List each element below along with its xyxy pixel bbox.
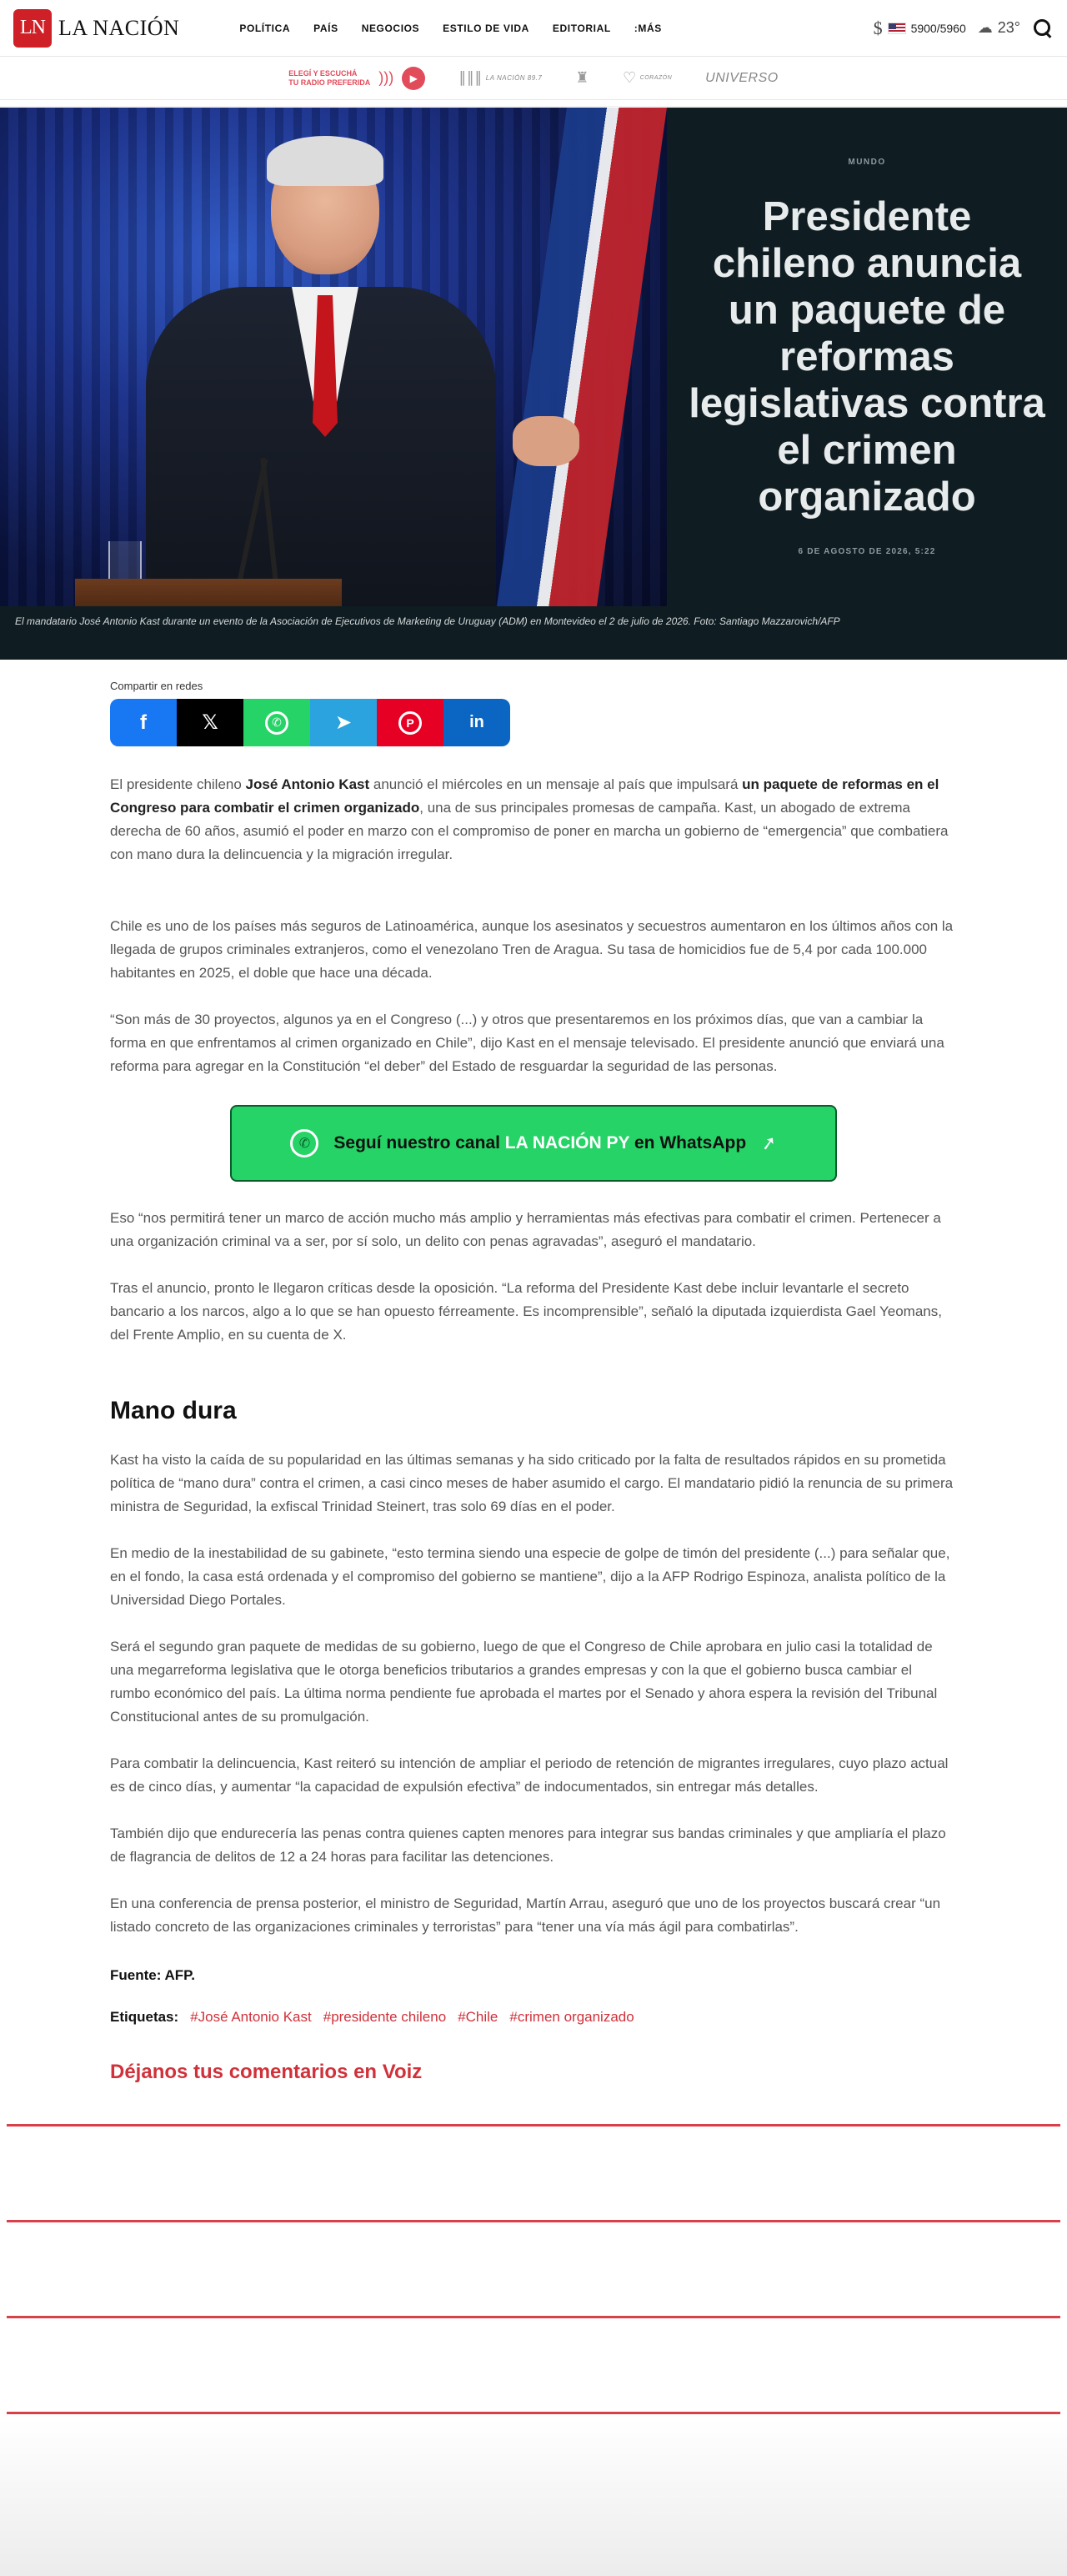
search-icon[interactable] [1032, 18, 1054, 39]
temperature: 23° [997, 19, 1020, 36]
radio-promo[interactable] [288, 67, 425, 90]
nav-negocios[interactable]: NEGOCIOS [361, 22, 420, 34]
divider [7, 2316, 1060, 2318]
nav-editorial[interactable]: EDITORIAL [552, 22, 611, 34]
station-universo[interactable] [705, 71, 779, 86]
heart-icon: ♡ [623, 69, 637, 86]
station-logo-icon: ♜ [575, 69, 590, 86]
nav-estilo-de-vida[interactable]: ESTILO DE VIDA [443, 22, 529, 34]
president-figure [146, 141, 496, 606]
x-icon: 𝕏 [202, 711, 218, 734]
article-paragraph: Eso “nos permitirá tener un marco de acción mucho más amplio y herramientas más efectivas para combatir el crimen. Pertenecer a una organización criminal va a ser, por sí solo, un delito con penas agravadas”, aseguró el mandatario. [110, 1210, 941, 1249]
tags-label: Etiquetas: [110, 2009, 179, 2025]
station-label: UNIVERSO [705, 70, 779, 85]
article-paragraph: “Son más de 30 proyectos, algunos ya en el Congreso (...) y otros que presentaremos en los próximos días, que van a cambiar la forma en que enfrentamos al crimen organizado en Chile”, dijo Kast en el mensaje televisado. El presidente anunció que enviará una reforma para agregar en la Constitución “el deber” del Estado de resguardar la seguridad de las personas. [110, 1012, 944, 1074]
usa-flag-icon [888, 23, 906, 34]
cursor-icon: ➚ [759, 1131, 779, 1155]
section-tag[interactable]: MUNDO [848, 158, 886, 167]
header-tools [874, 18, 1054, 39]
whatsapp-cta-text [333, 1133, 746, 1153]
article-paragraph: Tras el anuncio, pronto le llegaron críticas desde la oposición. “La reforma del Presidente Kast debe incluir levantarle el secreto bancario a los narcos, algo a lo que se han opuesto férreamente. Es incomprensible”, señaló la diputada izquierdista Gael Yeomans, del Frente Amplio, en su cuenta de X. [110, 1280, 942, 1343]
station-label: LA NACIÓN 89.7 [485, 74, 543, 82]
article-paragraph: Chile es uno de los países más seguros de Latinoamérica, aunque los asesinatos y secuestros aumentaron en los últimos años con la llegada de grupos criminales extranjeros, como el venezolano Tren de Aragua. Su tasa de homicidios fue de 5,4 por cada 100.000 habitantes en 2025, el doble que hace una década. [110, 918, 954, 981]
weather-widget[interactable] [978, 19, 1020, 37]
text: en WhatsApp [629, 1133, 747, 1152]
station-label: CORAZÓN [639, 75, 673, 81]
article-body [110, 680, 1065, 2084]
radio-promo-line2: TU RADIO PREFERIDA [288, 78, 371, 87]
top-header [0, 0, 1067, 57]
tag-link[interactable]: #José Antonio Kast [190, 2009, 312, 2025]
article-paragraph: Para combatir la delincuencia, Kast reiteró su intención de ampliar el periodo de retención de migrantes irregulares, cuyo plazo actual es de cinco días, y aumentar “la capacidad de expulsión efectiva” de indocumentados, sin entregar más detalles. [110, 1755, 949, 1795]
tags-row [110, 2009, 1065, 2026]
text-bold: un paquete de reformas en el Congreso para combatir el crimen organizado [110, 776, 939, 816]
whatsapp-share-button[interactable] [243, 699, 310, 746]
hero-text-panel [667, 108, 1067, 606]
tag-link[interactable]: #Chile [458, 2009, 498, 2025]
telegram-share-button[interactable] [310, 699, 377, 746]
pinterest-share-button[interactable] [377, 699, 443, 746]
facebook-icon: f [140, 711, 147, 734]
station-corazon[interactable] [623, 69, 672, 87]
divider [7, 2412, 1060, 2414]
text: Seguí nuestro canal [333, 1133, 505, 1152]
station-commercial[interactable] [575, 69, 589, 87]
linkedin-icon: in [469, 713, 484, 731]
text-bold: José Antonio Kast [245, 776, 370, 792]
x-share-button[interactable] [177, 699, 243, 746]
hero [0, 108, 1067, 606]
site-logo[interactable] [13, 9, 179, 48]
sound-waves-icon: ))) [378, 69, 394, 86]
divider [0, 100, 1067, 107]
station-la-nacion[interactable] [458, 69, 542, 87]
footer-fade [0, 2418, 1067, 2576]
share-buttons [110, 699, 510, 746]
currency-widget[interactable] [874, 18, 966, 39]
cloud-icon: ☁ [977, 19, 993, 36]
share-label: Compartir en redes [110, 680, 203, 692]
whatsapp-channel-button[interactable] [230, 1105, 837, 1182]
hair [267, 136, 383, 186]
pinterest-icon: P [398, 711, 422, 735]
telegram-icon: ➤ [334, 711, 353, 734]
article-paragraph [110, 773, 955, 866]
divider [7, 2220, 1060, 2222]
article-paragraph: También dijo que endurecería las penas contra quienes capten menores para integrar sus bandas criminales y que ampliaría el plazo de flagrancia de delitos de 12 a 24 horas para facilitar las detenciones. [110, 1825, 946, 1865]
dollar-icon: $ [873, 17, 883, 38]
soundbar-icon: ∥∥∥ [458, 69, 483, 86]
text: , una de sus principales promesas de campaña. Kast, un abogado de extrema derecha de 60 años, asumió el poder en marzo con el compromiso de poner en marcha un gobierno de “emergencia” que combatiera con mano dura la delincuencia y la migración irregular. [110, 800, 949, 862]
article-paragraph: En medio de la inestabilidad de su gabinete, “esto termina siendo una especie de golpe de timón del presidente (...) para señalar que, en el fondo, la casa está ordenada y el compromiso del gobierno se mantiene”, dijo a la AFP Rodrigo Espinoza, analista político de la Universidad Diego Portales. [110, 1545, 950, 1608]
divider [7, 2124, 1060, 2127]
play-icon[interactable]: ▶ [402, 67, 425, 90]
hero-photo [0, 108, 667, 606]
article-paragraph: Kast ha visto la caída de su popularidad en las últimas semanas y ha sido criticado por la falta de resultados rápidos en su prometida política de “mano dura” contra el crimen, a casi cinco meses de haber asumido el cargo. El mandatario pidió la renuncia de su primera ministra de Seguridad, la exfiscal Trinidad Steinert, tras solo 69 días en el poder. [110, 1452, 954, 1514]
article-paragraph: Será el segundo gran paquete de medidas de su gobierno, luego de que el Congreso de Chile aprobara en julio casi la totalidad de una megarreforma legislativa que le otorga beneficios tributarios a grandes empresas y con la que el gobierno busca cambiar el rumbo económico del país. La última norma pendiente fue aprobada el martes por el Senado y ahora espera la revisión del Tribunal Constitucional antes de su promulgación. [110, 1639, 938, 1725]
hand [513, 416, 579, 466]
text-brand: LA NACIÓN PY [504, 1133, 630, 1152]
water-glass [108, 541, 142, 583]
article-paragraph: En una conferencia de prensa posterior, el ministro de Seguridad, Martín Arrau, aseguró que uno de los proyectos buscará crear “un listado concreto de las organizaciones criminales y terroristas” para “tener una vía más ágil para combatirlas”. [110, 1896, 941, 1935]
linkedin-share-button[interactable] [443, 699, 510, 746]
nav-politica[interactable]: POLÍTICA [239, 22, 291, 34]
article-source: Fuente: AFP. [110, 1967, 196, 1983]
comment-placeholder-lines [0, 2124, 1067, 2414]
facebook-share-button[interactable] [110, 699, 177, 746]
radio-promo-line1: ELEGÍ Y ESCUCHÁ [288, 68, 358, 78]
whatsapp-icon: ✆ [265, 711, 288, 735]
nav-pais[interactable]: PAÍS [313, 22, 338, 34]
exchange-rate: 5900/5960 [910, 21, 966, 35]
logo-mark: LN [13, 9, 52, 48]
podium [75, 579, 342, 606]
header-left [13, 9, 662, 48]
photo-caption: El mandatario José Antonio Kast durante un evento de la Asociación de Ejecutivos de Marketing de Uruguay (ADM) en Montevideo el 2 de julio de 2026. Foto: Santiago Mazzarovich/AFP [0, 606, 1067, 660]
article-headline: Presidente chileno anuncia un paquete de reformas legislativas contra el crimen organizado [689, 194, 1045, 520]
text: El presidente chileno [110, 776, 246, 792]
publish-date: 6 DE AGOSTO DE 2026, 5:22 [798, 547, 936, 556]
article-subheading: Mano dura [110, 1397, 237, 1424]
whatsapp-icon: ✆ [290, 1129, 318, 1157]
tag-link[interactable]: #crimen organizado [509, 2009, 634, 2025]
logo-text: LA NACIÓN [58, 15, 180, 40]
nav-mas[interactable]: :MÁS [634, 22, 662, 34]
text: anunció el miércoles en un mensaje al país que impulsará [369, 776, 743, 792]
radio-promo-text [288, 69, 370, 88]
main-nav [239, 23, 662, 34]
tag-link[interactable]: #presidente chileno [323, 2009, 447, 2025]
radio-bar [0, 57, 1067, 100]
comments-heading[interactable]: Déjanos tus comentarios en Voiz [110, 2061, 423, 2083]
